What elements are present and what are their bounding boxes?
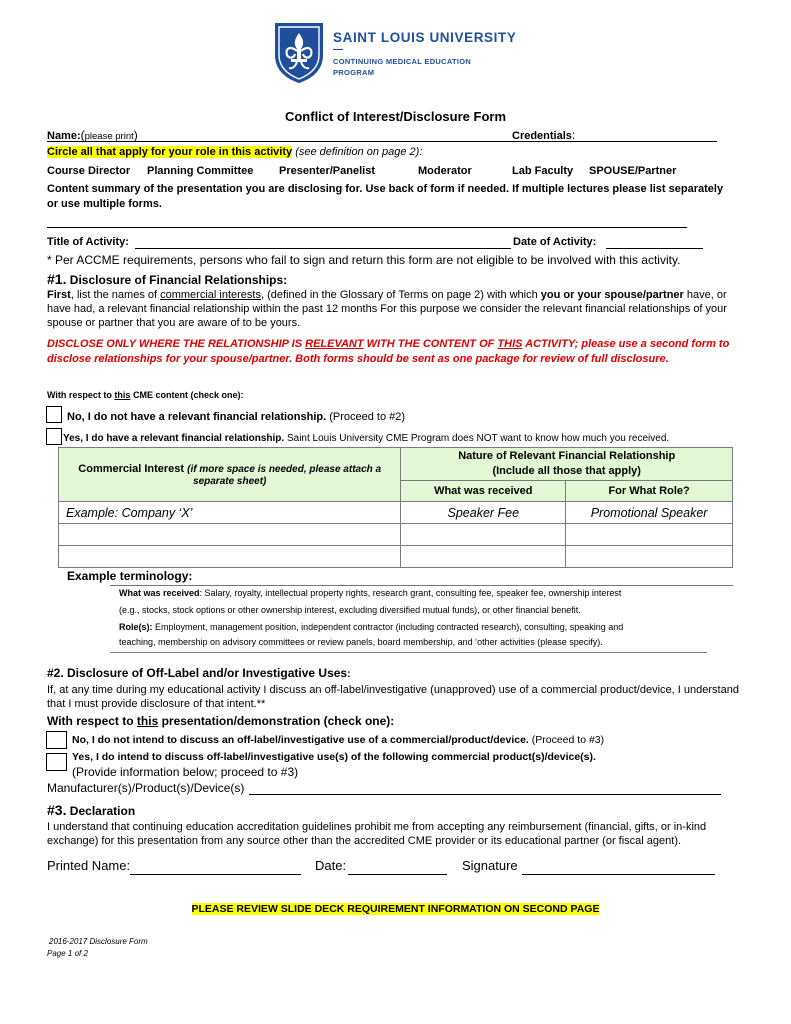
notice-wrap: [0, 903, 791, 915]
name-row: [47, 128, 138, 142]
no-offlabel-bold: No, I do not intend to discuss an off-label/investigative use of a commercial/product/device.: [72, 734, 529, 746]
section2-respect-this: this: [136, 714, 159, 728]
respect-this: this: [114, 390, 131, 400]
content-summary: Content summary of the presentation you are disclosing for. Use back of form if needed. If multiple lectures please list separately or use multiple forms.: [47, 183, 724, 210]
commercial-interest-header: [59, 448, 401, 502]
university-name: SAINT LOUIS UNIVERSITY: [333, 30, 517, 45]
section2-respect-a: With respect to: [47, 714, 137, 728]
accme-note: * Per ACCME requirements, persons who fail to sign and return this form are not eligible to be involved with this activity.: [47, 253, 681, 267]
no-offlabel-label: [72, 734, 604, 746]
section1-warning: [47, 337, 747, 367]
yes-offlabel-bold: Yes, I do intend to discuss off-label/investigative use(s) of the following commercial product(s)/device(s).: [72, 751, 596, 763]
manufacturer-label: Manufacturer(s)/Product(s)/Device(s): [47, 781, 245, 795]
name-paren-open: (: [80, 128, 85, 142]
terminology-received-2: (e.g., stocks, stock options or other ownership interest, excluding diversified mutual funds), or other financial benefit.: [119, 605, 581, 615]
no-offlabel-rest: (Proceed to #3): [528, 734, 605, 746]
program-line-1: CONTINUING MEDICAL EDUCATION: [333, 57, 472, 66]
name-field-line[interactable]: [47, 141, 717, 142]
section1-para-c: have, or have had, a relevant financial relationship within the past 12 months For this purpose we consider the relevant financial relationships of your spouse or partner that you are aware of to be yours.: [47, 289, 727, 329]
section2-respect-b: presentation/demonstration (check one):: [158, 714, 395, 728]
section2-title: #2. Disclosure of Off-Label and/or Investigative Uses: [47, 666, 348, 680]
section2-respect: [47, 714, 394, 728]
warning-relevant: RELEVANT: [305, 338, 364, 350]
yes-offlabel-rest: (Provide information below; proceed to #3): [72, 765, 299, 779]
example-role-cell[interactable]: Promotional Speaker: [566, 502, 733, 524]
respect-a: With respect to: [47, 390, 115, 400]
section3-heading: [47, 802, 135, 818]
credentials-label-wrap: [512, 128, 575, 142]
name-label: Name:: [47, 130, 81, 142]
date-of-activity-label: Date of Activity:: [513, 236, 597, 248]
blank-company-cell[interactable]: [59, 546, 401, 568]
terminology-role: [119, 622, 623, 632]
warning-c: ACTIVITY; please use a second form to disclose relationships for your spouse/partner. Both forms should be sent as one package for review of full disclosure.: [47, 338, 730, 365]
terminology-bottom-rule: [110, 652, 707, 653]
terminology-title: Example terminology:: [67, 569, 193, 583]
printed-name-label: Printed Name:: [47, 858, 131, 873]
section3-title: Declaration: [66, 804, 136, 818]
no-financial-bold: No, I do not have a relevant financial relationship.: [67, 411, 327, 423]
section1-title: Disclosure of Financial Relationships:: [66, 273, 288, 287]
role-moderator[interactable]: Moderator: [418, 165, 472, 177]
no-financial-checkbox[interactable]: [46, 406, 62, 423]
received-header: What was received: [401, 481, 566, 502]
form-title: Conflict of Interest/Disclosure Form: [284, 109, 507, 124]
blank-received-cell[interactable]: [401, 546, 566, 568]
section1-paragraph: [47, 288, 747, 330]
section1-commercial-interests: commercial interests: [160, 289, 261, 301]
section1-heading: [47, 271, 287, 287]
table-row: [59, 524, 733, 546]
section2-paragraph: If, at any time during my educational activity I discuss an off-label/investigative (unapproved) use of a commercial product/device, I understand that I must provide disclosure of that intent.**: [47, 684, 739, 710]
nature-header-line1: Nature of Relevant Financial Relationship: [458, 450, 676, 462]
section3-paragraph: I understand that continuing education accreditation guidelines prohibit me from accepting any reimbursement (financial, gifts, or in-kind exchange) for this presentation from any source other than the accredited CME provider or its educational partner (or fiscal agent).: [47, 821, 707, 847]
terminology-rule: [110, 585, 733, 586]
header-dash: —: [333, 44, 343, 55]
circle-note: (see definition on page 2):: [295, 146, 423, 158]
terminology-role-label: Role(s):: [119, 622, 153, 632]
manufacturer-field[interactable]: [249, 794, 721, 795]
role-presenter-panelist[interactable]: Presenter/Panelist: [279, 165, 375, 177]
role-header: For What Role?: [566, 481, 733, 502]
slide-deck-notice: PLEASE REVIEW SLIDE DECK REQUIREMENT INFORMATION ON SECOND PAGE: [191, 903, 600, 915]
title-of-activity-field[interactable]: [135, 248, 511, 249]
warning-b: WITH THE CONTENT OF: [363, 338, 498, 350]
footer-form-year: 2016-2017 Disclosure Form: [49, 937, 148, 946]
table-row: [59, 502, 733, 524]
example-company-cell[interactable]: Example: Company ‘X’: [59, 502, 401, 524]
warning-a: DISCLOSE ONLY WHERE THE RELATIONSHIP IS: [47, 338, 306, 350]
commercial-header-label: Commercial Interest: [78, 462, 185, 475]
section2-title-colon: :: [347, 669, 351, 680]
warning-this: THIS: [497, 338, 523, 350]
table-row: [59, 546, 733, 568]
yes-financial-label: [63, 433, 669, 444]
footer-page-number: Page 1 of 2: [47, 949, 88, 958]
section3-num: #3.: [47, 802, 67, 818]
section2-heading: [47, 666, 350, 680]
date-label: Date:: [315, 858, 347, 873]
yes-financial-rest: Saint Louis University CME Program does NOT want to know how much you received.: [284, 433, 670, 444]
credentials-colon: :: [571, 128, 576, 142]
section1-num: #1.: [47, 271, 67, 287]
role-spouse-partner[interactable]: SPOUSE/Partner: [589, 165, 677, 177]
yes-financial-checkbox[interactable]: [46, 428, 62, 445]
title-of-activity-label: Title of Activity:: [47, 236, 129, 248]
section1-first: First: [47, 289, 71, 301]
date-of-activity-field[interactable]: [606, 248, 703, 249]
terminology-role-text: Employment, management position, independent contractor (including contracted research), consulting, speaking and: [152, 622, 624, 632]
signature-label: Signature: [462, 858, 518, 873]
blank-received-cell[interactable]: [401, 524, 566, 546]
role-course-director[interactable]: Course Director: [47, 165, 131, 177]
terminology-received-text: : Salary, royalty, intellectual property rights, research grant, consulting fee, speaker fee, ownership interest: [199, 588, 622, 598]
name-hint: please print: [84, 131, 134, 142]
name-paren-close: ): [133, 128, 138, 142]
printed-name-field[interactable]: [130, 874, 301, 875]
terminology-received: [119, 588, 621, 598]
circle-instruction: Circle all that apply for your role in this activity: [47, 146, 293, 158]
signature-field[interactable]: [522, 874, 715, 875]
nature-header-line2: (Include all those that apply): [492, 465, 641, 477]
respect-b: CME content (check one):: [130, 390, 244, 400]
role-lab-faculty[interactable]: Lab Faculty: [512, 165, 574, 177]
slu-shield-logo: [273, 21, 325, 84]
yes-offlabel-checkbox[interactable]: [46, 753, 67, 771]
date-field[interactable]: [348, 874, 447, 875]
blank-company-cell[interactable]: [59, 524, 401, 546]
role-planning-committee[interactable]: Planning Committee: [147, 165, 254, 177]
financial-relationship-table: [58, 447, 733, 568]
program-line-2: PROGRAM: [333, 68, 375, 77]
yes-financial-bold: Yes, I do have a relevant financial relationship.: [63, 433, 285, 444]
circle-instruction-row: [47, 146, 422, 158]
nature-header: [401, 448, 733, 481]
section1-respect: [47, 390, 243, 400]
content-summary-line[interactable]: [47, 227, 687, 228]
section1-you-spouse: you or your spouse/partner: [540, 289, 684, 301]
section1-para-a: , list the names of: [70, 289, 161, 301]
commercial-header-note: (if more space is needed, please attach a separate sheet): [187, 463, 382, 487]
credentials-label: Credentials: [512, 130, 572, 142]
blank-role-cell[interactable]: [566, 546, 733, 568]
no-offlabel-checkbox[interactable]: [46, 731, 67, 749]
example-received-cell[interactable]: Speaker Fee: [401, 502, 566, 524]
section1-para-b: , (defined in the Glossary of Terms on page 2) with which: [260, 289, 541, 301]
terminology-role-2: teaching, membership on advisory committees or review panels, board membership, and ‘other activities (please specify).: [119, 637, 603, 647]
no-financial-label: [67, 411, 405, 423]
no-financial-rest: (Proceed to #2): [326, 411, 406, 423]
terminology-received-label: What was received: [119, 588, 200, 598]
blank-role-cell[interactable]: [566, 524, 733, 546]
